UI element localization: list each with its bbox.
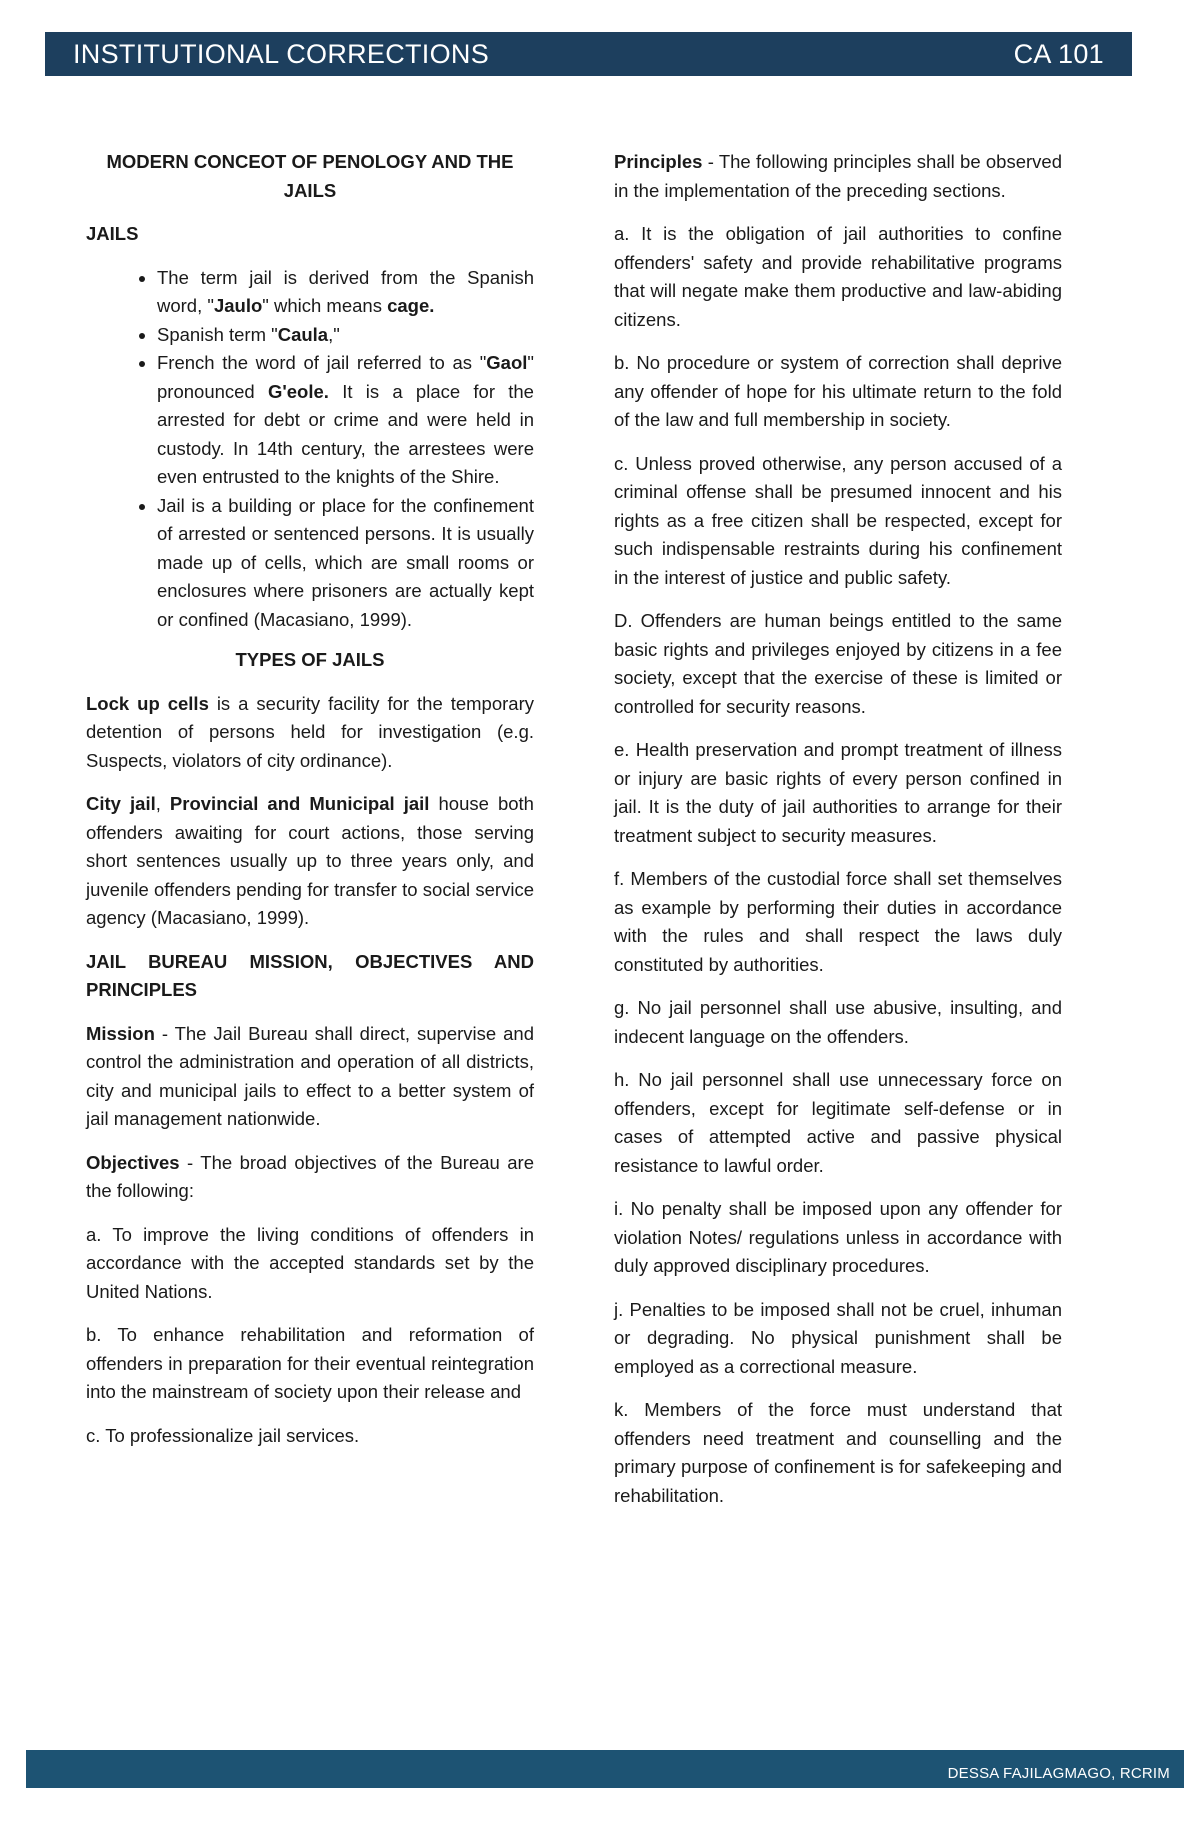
jails-heading: JAILS — [86, 223, 139, 244]
header-bar — [45, 32, 1132, 76]
course-code: CA 101 — [1013, 38, 1104, 69]
types-heading: TYPES OF JAILS — [235, 649, 385, 670]
principle-d: D. Offenders are human beings entitled to the same basic rights and privileges enjoyed by citizens in a fee society, except that the exercise of these is limited or controlled for security reasons. — [614, 610, 1062, 717]
principle-k: k. Members of the force must understand that offenders need treatment and counselling and the primary purpose of confinement is for safekeeping and rehabilitation. — [614, 1399, 1062, 1506]
document-title: INSTITUTIONAL CORRECTIONS — [73, 38, 490, 69]
objective-c: c. To professionalize jail services. — [86, 1424, 360, 1446]
list-item: • The term jail is derived from the Spanish word, "Jaulo" which means cage. — [157, 264, 534, 321]
left-column — [86, 148, 534, 1465]
city-jail-paragraph: City jail, Provincial and Municipal jail house both offenders awaiting for court actions, those serving short sentences usually up to three years only, and juvenile offenders pending for transfer to social service agency (Macasiano, 1999). — [86, 793, 534, 928]
list-item: • Jail is a building or place for the confinement of arrested or sentenced persons. It is usually made up of cells, which are small rooms or enclosures where prisoners are actually kept or confined (Macasiano, 1999). — [157, 492, 534, 635]
objective-a: a. To improve the living conditions of offenders in accordance with the accepted standards set by the United Nations. — [86, 1223, 534, 1302]
principles-paragraph: Principles - The following principles shall be observed in the implementation of the preceding sections. — [614, 151, 1062, 201]
objective-b: b. To enhance rehabilitation and reformation of offenders in preparation for their eventual reintegration into the mainstream of society upon their release and — [86, 1324, 534, 1402]
author-name: DESSA FAJILAGMAGO, RCRIM — [947, 1765, 1170, 1782]
principle-b: b. No procedure or system of correction shall deprive any offender of hope for his ultimate return to the fold of the law and full membership in society. — [614, 352, 1062, 430]
objectives-paragraph: Objectives - The broad objectives of the Bureau are the following: — [86, 1151, 534, 1201]
principle-a: a. It is the obligation of jail authorities to confine offenders' safety and provide rehabilitative programs that will negate make them productive and law-abiding citizens. — [614, 223, 1062, 330]
footer-bar — [26, 1750, 1184, 1788]
list-item: • Spanish term "Caula," — [157, 321, 534, 350]
principle-e: e. Health preservation and prompt treatment of illness or injury are basic rights of every person confined in jail. It is the duty of jail authorities to arrange for their treatment subject to security measures. — [614, 739, 1062, 846]
principle-c: c. Unless proved otherwise, any person accused of a criminal offense shall be presumed innocent and his rights as a free citizen shall be respected, except for such indispensable restraints during his confinement in the interest of justice and public safety. — [614, 452, 1062, 588]
principle-j: j. Penalties to be imposed shall not be cruel, inhuman or degrading. No physical punishment shall be employed as a correctional measure. — [614, 1298, 1062, 1377]
jails-bullet-list — [86, 264, 534, 635]
mission-paragraph: Mission - The Jail Bureau shall direct, supervise and control the administration and operation of all districts, city and municipal jails to effect to a better system of jail management nationwide. — [86, 1022, 534, 1129]
principle-i: i. No penalty shall be imposed upon any offender for violation Notes/ regulations unless in accordance with duly approved disciplinary procedures. — [614, 1198, 1062, 1276]
right-column — [614, 148, 1062, 1525]
lockup-paragraph: Lock up cells is a security facility for the temporary detention of persons held for investigation (e.g. Suspects, violators of city ordinance). — [86, 692, 534, 771]
principle-f: f. Members of the custodial force shall set themselves as example by performing their duties in accordance with the rules and shall respect the laws duly constituted by authorities. — [614, 868, 1062, 975]
main-title: MODERN CONCEOT OF PENOLOGY AND THE JAILS — [106, 151, 514, 201]
list-item: • French the word of jail referred to as "Gaol" pronounced G'eole. It is a place for the arrested for debt or crime and were held in custody. In 14th century, the arrestees were even entrusted to the knights of the Shire. — [157, 349, 534, 492]
principle-h: h. No jail personnel shall use unnecessary force on offenders, except for legitimate self-defense or in cases of attempted active and passive physical resistance to lawful order. — [614, 1069, 1062, 1176]
bureau-heading: JAIL BUREAU MISSION, OBJECTIVES AND PRINCIPLES — [86, 950, 534, 1000]
principle-g: g. No jail personnel shall use abusive, insulting, and indecent language on the offenders. — [614, 997, 1062, 1047]
